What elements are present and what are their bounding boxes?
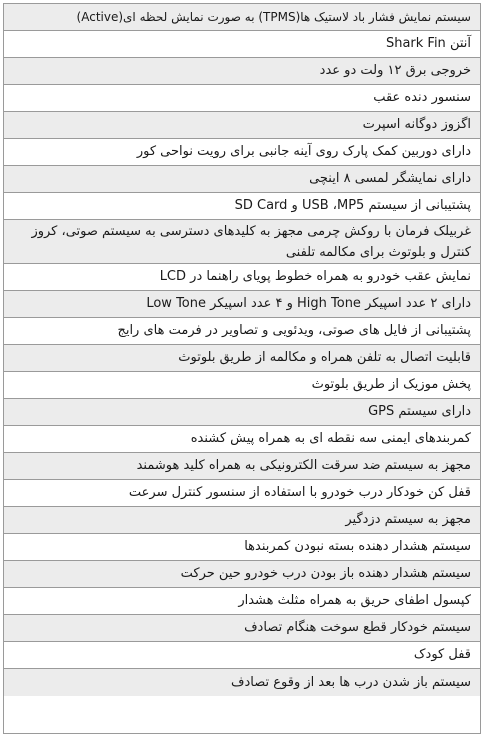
feature-row-mirror-camera	[4, 139, 480, 166]
feature-row-speakers	[4, 291, 480, 318]
feature-row-phone-connection	[4, 345, 480, 372]
feature-text: سنسور دنده عقب	[373, 90, 471, 105]
feature-row-file-formats	[4, 318, 480, 345]
feature-text: نمایش عقب خودرو به همراه خطوط پویای راهنما در LCD	[159, 269, 471, 284]
feature-text: پشتیبانی از فایل های صوتی، ویدئویی و تصاویر در فرمت های رایج	[117, 323, 471, 338]
feature-row-seatbelts	[4, 426, 480, 453]
feature-row-steering-wheel	[4, 220, 480, 264]
feature-text: سیستم خودکار قطع سوخت هنگام تصادف	[244, 620, 471, 635]
feature-row-seatbelt-warning	[4, 534, 480, 561]
features-table	[3, 3, 481, 734]
feature-row-exhaust	[4, 112, 480, 139]
feature-text: غربیلک فرمان با روکش چرمی مجهز به کلیدهای دسترسی به سیستم صوتی، کروز کنترل و بلوتوث برای مکالمه تلفنی	[31, 223, 471, 260]
feature-text: دارای نمایشگر لمسی ۸ اینچی	[309, 171, 471, 186]
feature-row-reverse-sensor	[4, 85, 480, 112]
feature-text: پشتیبانی از سیستم USB ،MP5 و SD Card	[234, 198, 471, 213]
feature-row-door-unlock-crash	[4, 669, 480, 696]
feature-row-auto-lock	[4, 480, 480, 507]
feature-text: سیستم هشدار دهنده باز بودن درب خودرو حین حرکت	[180, 566, 471, 581]
feature-text: آنتن Shark Fin	[385, 36, 471, 51]
feature-row-fire-extinguisher	[4, 588, 480, 615]
feature-text: قفل کودک	[413, 647, 471, 662]
feature-row-child-lock	[4, 642, 480, 669]
feature-text: دارای ۲ عدد اسپیکر High Tone و ۴ عدد اسپیکر Low Tone	[146, 296, 471, 311]
feature-text: سیستم نمایش فشار باد لاستیک ها(TPMS) به صورت نمایش لحظه ای(Active)	[76, 10, 471, 24]
feature-row-gps	[4, 399, 480, 426]
feature-text: سیستم باز شدن درب ها بعد از وقوع تصادف	[231, 674, 471, 690]
feature-row-power-outlet	[4, 58, 480, 85]
feature-row-anti-theft	[4, 453, 480, 480]
feature-row-bluetooth-music	[4, 372, 480, 399]
feature-text: قابلیت اتصال به تلفن همراه و مکالمه از طریق بلوتوث	[178, 350, 471, 365]
feature-text: سیستم هشدار دهنده بسته نبودن کمربندها	[244, 539, 471, 554]
feature-text: مجهز به سیستم ضد سرقت الکترونیکی به همراه کلید هوشمند	[136, 458, 471, 473]
feature-text: دارای دوربین کمک پارک روی آینه جانبی برای رویت نواحی کور	[136, 144, 471, 159]
feature-row-media-support	[4, 193, 480, 220]
feature-text: کپسول اطفای حریق به همراه مثلث هشدار	[238, 593, 471, 608]
feature-text: مجهز به سیستم دزدگیر	[345, 512, 471, 527]
feature-text: دارای سیستم GPS	[368, 404, 471, 419]
feature-text: پخش موزیک از طریق بلوتوث	[311, 377, 471, 392]
feature-text: کمربندهای ایمنی سه نقطه ای به همراه پیش کشنده	[190, 431, 471, 446]
feature-row-rear-view-lcd	[4, 264, 480, 291]
feature-text: قفل کن خودکار درب خودرو با استفاده از سنسور کنترل سرعت	[128, 485, 471, 500]
feature-row-tpms	[4, 4, 480, 31]
feature-row-alarm	[4, 507, 480, 534]
feature-row-antenna	[4, 31, 480, 58]
feature-row-touchscreen	[4, 166, 480, 193]
feature-row-fuel-cutoff	[4, 615, 480, 642]
feature-text: خروجی برق ۱۲ ولت دو عدد	[319, 63, 471, 78]
feature-text: اگزوز دوگانه اسپرت	[362, 117, 471, 132]
feature-row-door-warning	[4, 561, 480, 588]
